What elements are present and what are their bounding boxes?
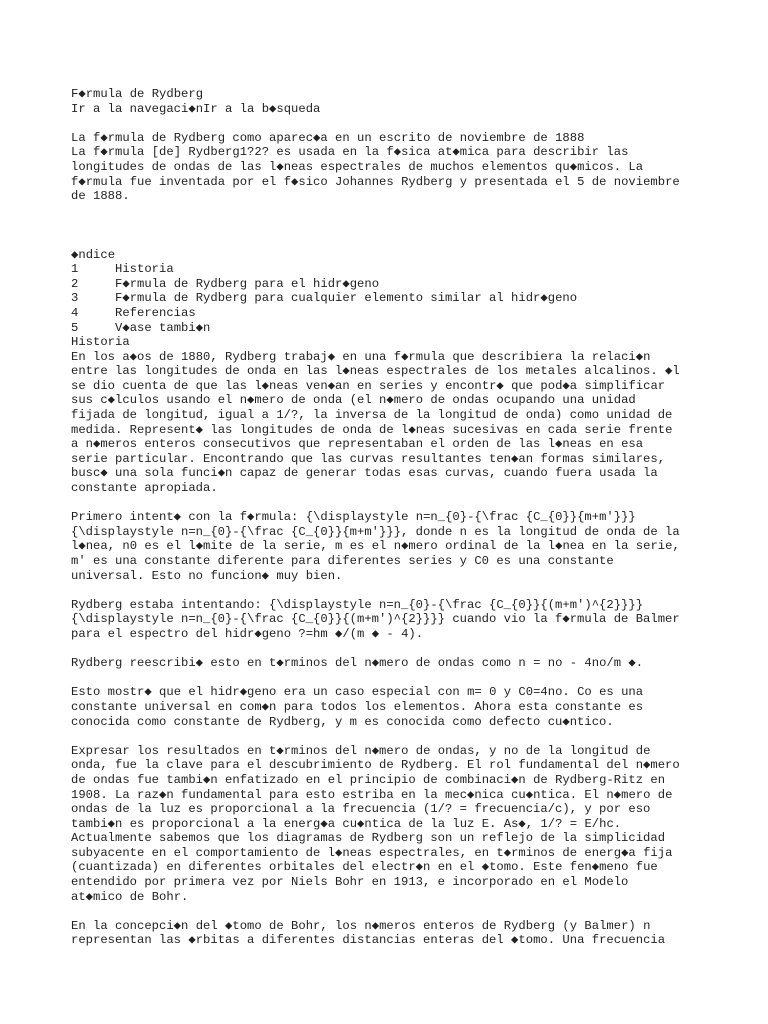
paragraph-line: constante universal en com◆n para todos los elementos. Ahora esta constante es (71, 699, 644, 714)
paragraph-line: serie particular. Encontrando que las curvas resultantes ten◆an formas similares, (71, 451, 666, 466)
toc-item-number: 4 (71, 305, 79, 320)
paragraph-line: busc◆ una sola funci◆n capaz de generar todas esas curvas, cuando fuera usada la (71, 466, 658, 481)
paragraph-line: medida. Represent◆ las longitudes de onda de l◆neas sucesivas en cada serie frente (71, 422, 673, 437)
paragraph-line: conocida como constante de Rydberg, y m es conocida como defecto cu◆ntico. (71, 714, 614, 729)
section-heading-historia: Historia (71, 335, 130, 350)
toc-item-number: 1 (71, 262, 79, 277)
paragraph-line: entendido por primera vez por Niels Bohr en 1913, e incorporado en el Modelo (71, 875, 629, 890)
intro-line: f◆rmula fue inventada por el f◆sico Johannes Rydberg y presentada el 5 de noviembre (71, 174, 680, 189)
spacer (71, 904, 711, 919)
intro-line: La f◆rmula [de] Rydberg1?2? es usada en la f◆sica at◆mica para describir las (71, 145, 629, 160)
paragraph-line: representan las ◆rbitas a diferentes distancias enteras del ◆tomo. Una frecuencia (71, 933, 666, 948)
intro-line: de 1888. (71, 189, 130, 204)
paragraph-line: {\displaystyle n=n_{0}-{\frac {C_{0}}{m+m'}}}, donde n es la longitud de onda de la (71, 524, 680, 539)
history-paragraph (71, 350, 711, 496)
paragraph-line: tambi◆n es proporcional a la energ◆a cu◆ntica de la luz E. As◆, 1/? = E/hc. (71, 816, 622, 831)
toc-item[interactable] (71, 321, 711, 336)
spacer (71, 729, 711, 744)
document-page (71, 87, 711, 948)
paragraph-line: Actualmente sabemos que los diagramas de Rydberg son un reflejo de la simplicidad (71, 831, 666, 846)
toc-item-label[interactable]: V◆ase tambi◆n (115, 320, 211, 335)
skip-links[interactable]: Ir a la navegaci◆nIr a la b◆squeda (71, 101, 321, 116)
spacer (71, 583, 711, 598)
intro-line: La f◆rmula de Rydberg como aparec◆a en un escrito de noviembre de 1888 (71, 130, 585, 145)
history-paragraph (71, 598, 711, 642)
paragraph-line: 1908. La raz◆n fundamental para esto estriba en la mec◆nica cu◆ntica. El n◆mero de (71, 787, 673, 802)
table-of-contents (71, 248, 711, 336)
paragraph-line: para el espectro del hidr◆geno ?=hm ◆/(m ◆ - 4). (71, 626, 424, 641)
spacer (71, 642, 711, 657)
paragraph-line: at◆mico de Bohr. (71, 889, 189, 904)
toc-heading: ◆ndice (71, 247, 116, 262)
paragraph-line: Esto mostr◆ que el hidr◆geno era un caso especial con m= 0 y C0=4no. Co es una (71, 685, 644, 700)
paragraph-line: subyacente en el comportamiento de l◆neas espectrales, en t◆rminos de energ◆a fija (71, 845, 673, 860)
page-title: F◆rmula de Rydberg (71, 87, 204, 101)
toc-item-number: 3 (71, 291, 79, 306)
paragraph-line: l◆nea, n0 es el l◆mite de la serie, m es el n◆mero ordinal de la l◆nea en la serie, (71, 539, 680, 554)
paragraph-line: (cuantizada) en diferentes orbitales del electr◆n en el ◆tomo. Este fen◆meno fue (71, 860, 658, 875)
toc-item[interactable] (71, 277, 711, 292)
toc-item[interactable] (71, 262, 711, 277)
history-paragraph (71, 656, 711, 671)
toc-item-label[interactable]: Historia (115, 262, 174, 277)
toc-item-label[interactable]: Referencias (115, 305, 196, 320)
paragraph-line: ondas de la luz es proporcional a la frecuencia (1/? = frecuencia/c), y por eso (71, 802, 651, 817)
paragraph-line: onda, fue la clave para el descubrimiento de Rydberg. El rol fundamental del n◆mero (71, 758, 680, 773)
paragraph-line: fijada de longitud, igual a 1/?, la inversa de la longitud de onda) como unidad de (71, 408, 673, 423)
toc-item-label[interactable]: F◆rmula de Rydberg para el hidr◆geno (115, 276, 380, 291)
toc-item-label[interactable]: F◆rmula de Rydberg para cualquier elemento similar al hidr◆geno (115, 291, 578, 306)
paragraph-line: de ondas fue tambi◆n enfatizado en el principio de combinaci◆n de Rydberg-Ritz en (71, 772, 666, 787)
paragraph-line: constante apropiada. (71, 481, 218, 496)
paragraph-line: entre las longitudes de onda en las l◆neas espectrales de los metales alcalinos. ◆l (71, 364, 680, 379)
spacer (71, 496, 711, 511)
paragraph-line: En la concepci◆n del ◆tomo de Bohr, los n◆meros enteros de Rydberg (y Balmer) n (71, 918, 651, 933)
paragraph-line: Rydberg reescribi◆ esto en t◆rminos del n◆mero de ondas como n = no - 4no/m ◆. (71, 656, 644, 671)
paragraph-line: {\displaystyle n=n_{0}-{\frac {C_{0}}{(m+m')^{2}}}} cuando vio la f◆rmula de Balmer (71, 612, 680, 627)
paragraph-line: m' es una constante diferente para diferentes series y C0 es una constante (71, 554, 614, 568)
spacer (71, 204, 711, 233)
history-paragraph (71, 685, 711, 729)
spacer (71, 116, 711, 131)
paragraph-line: se dio cuenta de que las l◆neas ven◆an en series y encontr◆ que pod◆a simplificar (71, 378, 666, 393)
paragraph-line: Rydberg estaba intentando: {\displaystyle n=n_{0}-{\frac {C_{0}}{(m+m')^{2}}}} (71, 597, 644, 612)
toc-item-number: 5 (71, 320, 79, 335)
history-paragraph (71, 919, 711, 948)
paragraph-line: En los a◆os de 1880, Rydberg trabaj◆ en una f◆rmula que describiera la relaci◆n (71, 349, 651, 364)
history-paragraph (71, 744, 711, 905)
toc-item[interactable] (71, 291, 711, 306)
paragraph-line: Expresar los resultados en t◆rminos del n◆mero de ondas, y no de la longitud de (71, 743, 651, 758)
intro-paragraph (71, 131, 711, 204)
history-paragraph (71, 510, 711, 583)
spacer (71, 233, 711, 248)
paragraph-line: Primero intent◆ con la f◆rmula: {\displaystyle n=n_{0}-{\frac {C_{0}}{m+m'}}} (71, 510, 636, 525)
paragraph-line: sus c◆lculos usando el n◆mero de onda (el n◆mero de ondas ocupando una unidad (71, 393, 636, 408)
paragraph-line: universal. Esto no funcion◆ muy bien. (71, 568, 343, 583)
intro-line: longitudes de ondas de las l◆neas espectrales de muchos elementos qu◆micos. La (71, 159, 644, 174)
spacer (71, 671, 711, 686)
toc-item[interactable] (71, 306, 711, 321)
paragraph-line: a n◆meros enteros consecutivos que representaban el orden de las l◆neas en esa (71, 437, 644, 452)
toc-item-number: 2 (71, 276, 79, 291)
